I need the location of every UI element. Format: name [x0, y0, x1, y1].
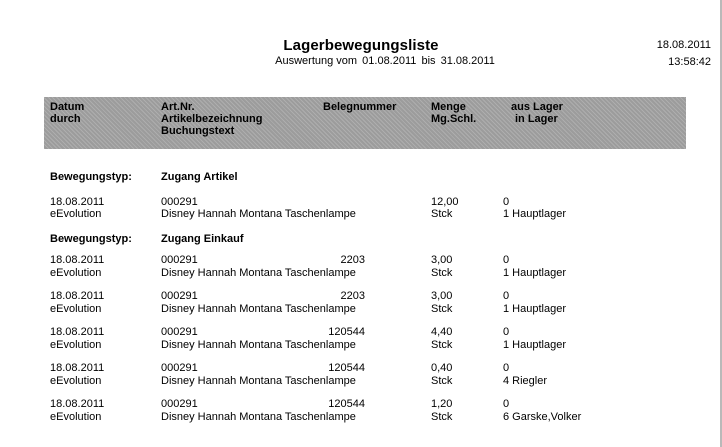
row-unit: Stck [431, 411, 453, 423]
row-from-warehouse: 0 [503, 362, 510, 374]
header-menge: Menge [431, 101, 466, 113]
header-aus-lager: aus Lager [511, 101, 563, 113]
header-buchungstext: Buchungstext [161, 125, 235, 137]
row-menge: 4,40 [431, 326, 453, 338]
group-name: Zugang Artikel [161, 171, 238, 183]
row-date: 18.08.2011 [50, 290, 105, 302]
row-belegnummer: 2203 [340, 254, 365, 266]
row-to-warehouse: 4 Riegler [503, 375, 548, 387]
row-artnr: 000291 [161, 290, 198, 302]
report-subtitle [0, 55, 722, 67]
row-unit: Stck [431, 303, 453, 315]
row-from-warehouse: 0 [503, 290, 510, 302]
row-user: eEvolution [50, 208, 102, 220]
row-date: 18.08.2011 [50, 362, 105, 374]
row-unit: Stck [431, 267, 453, 279]
row-belegnummer: 120544 [328, 398, 365, 410]
row-unit: Stck [431, 339, 453, 351]
row-description: Disney Hannah Montana Taschenlampe [161, 411, 356, 423]
row-to-warehouse: 1 Hauptlager [503, 208, 566, 220]
row-date: 18.08.2011 [50, 326, 105, 338]
subtitle-from-date: 01.08.2011 [362, 55, 417, 67]
header-durch: durch [50, 113, 81, 125]
row-from-warehouse: 0 [503, 326, 510, 338]
row-to-warehouse: 1 Hauptlager [503, 267, 566, 279]
row-date: 18.08.2011 [50, 398, 105, 410]
row-description: Disney Hannah Montana Taschenlampe [161, 208, 356, 220]
print-time: 13:58:42 [668, 56, 711, 68]
row-menge: 12,00 [431, 196, 459, 208]
subtitle-mid: bis [421, 55, 436, 67]
header-datum: Datum [50, 101, 85, 113]
row-unit: Stck [431, 208, 453, 220]
header-artikelbezeichnung: Artikelbezeichnung [161, 113, 263, 125]
header-mgschl: Mg.Schl. [431, 113, 477, 125]
row-date: 18.08.2011 [50, 196, 105, 208]
row-user: eEvolution [50, 411, 102, 423]
group-name: Zugang Einkauf [161, 233, 244, 245]
row-from-warehouse: 0 [503, 398, 510, 410]
print-date: 18.08.2011 [656, 39, 711, 51]
row-description: Disney Hannah Montana Taschenlampe [161, 303, 356, 315]
header-belegnummer: Belegnummer [323, 101, 397, 113]
row-from-warehouse: 0 [503, 254, 510, 266]
row-to-warehouse: 6 Garske,Volker [503, 411, 582, 423]
subtitle-prefix: Auswertung vom [275, 55, 358, 67]
row-user: eEvolution [50, 339, 102, 351]
row-description: Disney Hannah Montana Taschenlampe [161, 339, 356, 351]
row-to-warehouse: 1 Hauptlager [503, 339, 566, 351]
group-label: Bewegungstyp: [50, 233, 132, 245]
row-menge: 3,00 [431, 254, 453, 266]
row-date: 18.08.2011 [50, 254, 105, 266]
row-to-warehouse: 1 Hauptlager [503, 303, 566, 315]
row-artnr: 000291 [161, 254, 198, 266]
group-label: Bewegungstyp: [50, 171, 132, 183]
row-user: eEvolution [50, 375, 102, 387]
row-menge: 3,00 [431, 290, 453, 302]
report-title: Lagerbewegungsliste [283, 37, 439, 54]
row-belegnummer: 2203 [340, 290, 365, 302]
row-user: eEvolution [50, 303, 102, 315]
row-from-warehouse: 0 [503, 196, 510, 208]
row-artnr: 000291 [161, 398, 198, 410]
row-artnr: 000291 [161, 362, 198, 374]
row-artnr: 000291 [161, 196, 198, 208]
row-description: Disney Hannah Montana Taschenlampe [161, 375, 356, 387]
header-artnr: Art.Nr. [161, 101, 195, 113]
row-belegnummer: 120544 [328, 326, 365, 338]
row-user: eEvolution [50, 267, 102, 279]
row-menge: 1,20 [431, 398, 453, 410]
row-belegnummer: 120544 [328, 362, 365, 374]
header-in-lager: in Lager [515, 113, 558, 125]
row-unit: Stck [431, 375, 453, 387]
row-artnr: 000291 [161, 326, 198, 338]
row-menge: 0,40 [431, 362, 453, 374]
subtitle-to-date: 31.08.2011 [440, 55, 495, 67]
row-description: Disney Hannah Montana Taschenlampe [161, 267, 356, 279]
